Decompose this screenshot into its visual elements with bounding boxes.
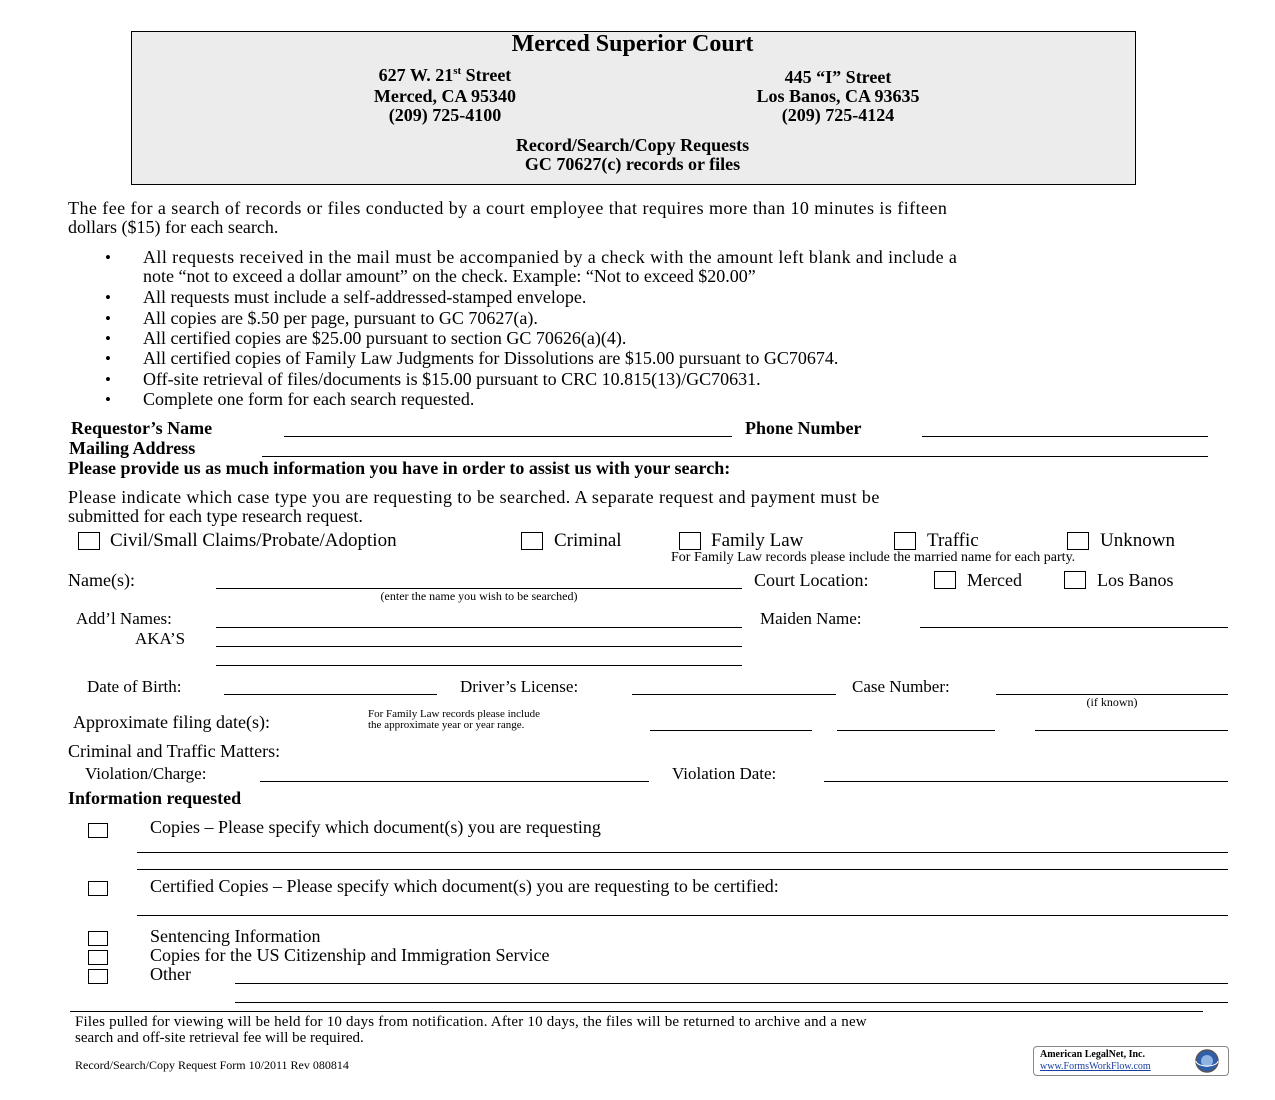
phone-number-label: Phone Number [745,418,862,438]
mailing-address-label: Mailing Address [69,438,196,458]
violation-label: Violation/Charge: [85,764,207,783]
names-hint: (enter the name you wish to be searched) [380,589,578,603]
additional-names-field[interactable] [216,627,742,628]
bullet-6: Off-site retrieval of files/documents is $15.00 pursuant to CRC 10.815(13)/GC70631. [143,369,761,389]
certified-checkbox[interactable] [88,881,108,896]
right-city: Los Banos, CA 93635 [756,86,920,106]
right-street: 445 “I” Street [784,67,892,87]
unknown-label: Unknown [1100,530,1175,551]
merced-label: Merced [967,570,1022,590]
filing-date-field-2[interactable] [837,730,995,731]
additional-names-label: Add’l Names: [76,609,172,628]
left-phone: (209) 725-4100 [388,105,502,125]
copies-field-2[interactable] [137,869,1228,870]
unknown-checkbox[interactable] [1067,532,1089,550]
violation-field[interactable] [260,781,649,782]
filing-date-field-1[interactable] [650,730,812,731]
legalnet-logo [1033,1046,1229,1076]
bullet-3-mark: • [105,309,111,328]
maiden-name-label: Maiden Name: [760,609,862,628]
violation-date-label: Violation Date: [672,764,777,783]
dob-label: Date of Birth: [87,677,182,696]
case-type-line-1: Please indicate which case type you are requesting to be searched. A separate request and payment must be [68,487,880,507]
filing-note-1: For Family Law records please include [368,708,540,720]
filing-date-field-3[interactable] [1035,730,1228,731]
other-label: Other [150,964,191,984]
certified-field[interactable] [137,915,1228,916]
filing-note-2: the approximate year or year range. [368,719,525,731]
intro-line-2: dollars ($15) for each search. [68,217,279,237]
drivers-license-field[interactable] [632,694,836,695]
criminal-checkbox[interactable] [521,532,543,550]
drivers-license-label: Driver’s License: [460,677,579,696]
bullet-3: All copies are $.50 per page, pursuant to GC 70627(a). [143,308,538,328]
bullet-1-mark: • [105,248,111,267]
uscis-label: Copies for the US Citizenship and Immigration Service [150,945,550,965]
bullet-1-line-1: All requests received in the mail must be accompanied by a check with the amount left blank and include a [143,247,958,267]
phone-number-field[interactable] [922,436,1208,437]
family-law-checkbox[interactable] [679,532,701,550]
bullet-7: Complete one form for each search requested. [143,389,475,409]
court-location-label: Court Location: [754,570,869,590]
footer-divider [70,1011,1203,1012]
family-law-label: Family Law [711,530,804,551]
aka-field-1[interactable] [216,646,742,647]
filing-date-label: Approximate filing date(s): [73,712,270,732]
bullet-6-mark: • [105,370,111,389]
form-id: Record/Search/Copy Request Form 10/2011 Rev 080814 [75,1058,349,1072]
left-city: Merced, CA 95340 [373,86,517,106]
copies-field-1[interactable] [137,852,1228,853]
uscis-checkbox[interactable] [88,950,108,965]
family-law-note: For Family Law records please include the married name for each party. [671,550,1076,565]
copies-label: Copies – Please specify which document(s) you are requesting [150,817,601,837]
other-field-2[interactable] [235,1002,1228,1003]
dob-field[interactable] [224,694,437,695]
los-banos-label: Los Banos [1097,570,1174,590]
violation-date-field[interactable] [824,781,1228,782]
case-type-line-2: submitted for each type research request. [68,506,363,526]
civil-label: Civil/Small Claims/Probate/Adoption [110,530,397,551]
intro-line-1: The fee for a search of records or files conducted by a court employee that requires more than 10 minutes is fifteen [68,198,948,218]
maiden-name-field[interactable] [920,627,1228,628]
requestor-name-label: Requestor’s Name [71,418,213,438]
sentencing-checkbox[interactable] [88,931,108,946]
bullet-2-mark: • [105,288,111,307]
sentencing-label: Sentencing Information [150,926,321,946]
logo-url[interactable]: www.FormsWorkFlow.com [1040,1061,1151,1072]
civil-checkbox[interactable] [78,532,100,550]
search-instruction: Please provide us as much information you have in order to assist us with your search: [68,458,731,478]
globe-icon [1190,1048,1224,1074]
subtitle-requests: Record/Search/Copy Requests [515,135,750,155]
bullet-5: All certified copies of Family Law Judgments for Dissolutions are $15.00 pursuant to GC70674. [143,348,839,368]
criminal-label: Criminal [554,530,622,551]
bullet-1-line-2: note “not to exceed a dollar amount” on the check. Example: “Not to exceed $20.00” [143,266,756,286]
traffic-checkbox[interactable] [894,532,916,550]
bullet-5-mark: • [105,349,111,368]
case-number-label: Case Number: [852,677,950,696]
court-title: Merced Superior Court [511,31,754,57]
bullet-2: All requests must include a self-addressed-stamped envelope. [143,287,587,307]
traffic-label: Traffic [927,530,979,551]
other-field-1[interactable] [235,983,1228,984]
subtitle-statute: GC 70627(c) records or files [524,154,741,174]
requestor-name-field[interactable] [284,436,732,437]
bullet-4-mark: • [105,329,111,348]
mailing-address-field[interactable] [262,456,1208,457]
names-label: Name(s): [68,570,135,590]
bullet-4: All certified copies are $25.00 pursuant to section GC 70626(a)(4). [143,328,627,348]
criminal-heading: Criminal and Traffic Matters: [68,741,281,761]
case-number-hint: (if known) [1086,695,1138,709]
footer-note-1: Files pulled for viewing will be held for 10 days from notification. After 10 days, the files will be returned to archive and a new [75,1014,867,1030]
certified-label: Certified Copies – Please specify which document(s) you are requesting to be certified: [150,876,779,896]
logo-name: American LegalNet, Inc. [1040,1049,1145,1060]
los-banos-checkbox[interactable] [1064,571,1086,589]
left-street: 627 W. 21st Street [378,65,512,85]
other-checkbox[interactable] [88,969,108,984]
aka-label: AKA’S [135,629,186,648]
copies-checkbox[interactable] [88,823,108,838]
merced-checkbox[interactable] [934,571,956,589]
aka-field-2[interactable] [216,665,742,666]
bullet-7-mark: • [105,390,111,409]
footer-note-2: search and off-site retrieval fee will be required. [75,1030,364,1046]
right-phone: (209) 725-4124 [781,105,895,125]
info-heading: Information requested [68,788,242,808]
